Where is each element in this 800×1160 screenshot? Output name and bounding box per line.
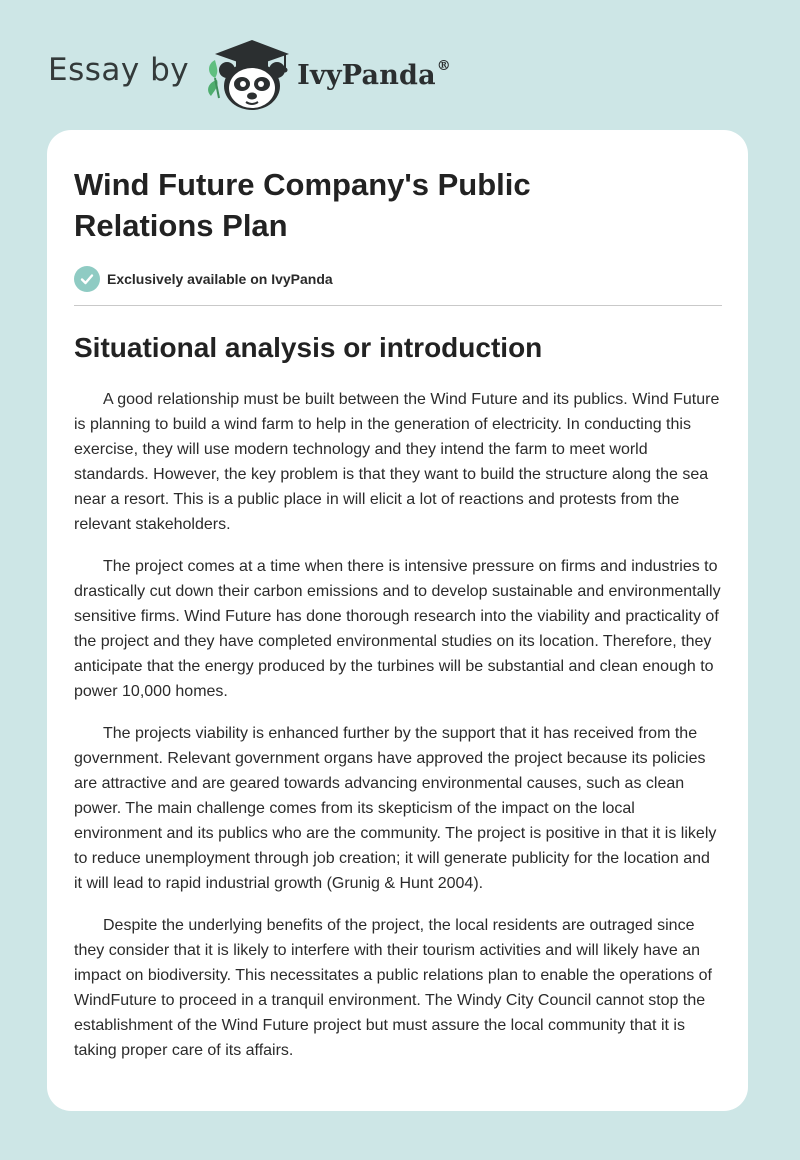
panda-graduation-cap-icon[interactable]: [203, 34, 295, 114]
page-title: Wind Future Company's Public Relations Plan: [74, 167, 531, 243]
paragraph-1: A good relationship must be built between the Wind Future and its publics. Wind Future is planning to build a wind farm to help in the generation of electricity. In conducting this exercise, they will use modern technology and they intend the farm to meet world standards. However, the key problem is that they want to build the structure along the sea near a resort. This is a public place in will elicit a lot of reactions and protests from the relevant stakeholders.: [74, 391, 720, 533]
paragraph-4: Despite the underlying benefits of the project, the local residents are outraged since they consider that it is likely to interfere with their tourism activities and will likely have an impact on biodiversity. This necessitates a public relations plan to enable the operations of WindFuture to proceed in a tranquil environment. The Windy City Council cannot stop the establishment of the Wind Future project but must assure the local community that it is taking proper care of its affairs.: [74, 917, 712, 1059]
registered-mark: ®: [436, 57, 451, 74]
paragraph-3: The projects viability is enhanced further by the support that it has received from the government. Relevant government organs have approved the project because its policies are attractive and are geared towards advancing environmental causes, such as clean power. The main challenge comes from its skepticism of the impact on the local environment and its publics who are the community. The project is positive in that it is likely to reduce unemployment through job creation; it will generate publicity for the location and it will lead to rapid industrial growth (Grunig & Hunt 2004).: [74, 725, 717, 892]
article-card: [47, 130, 748, 1111]
exclusive-badge: [74, 266, 722, 292]
checkmark-icon: [74, 266, 100, 292]
section-heading: Situational analysis or introduction: [74, 332, 543, 363]
essay-by-text: Essay by: [48, 52, 190, 88]
divider: [74, 305, 722, 306]
site-header: [48, 34, 451, 114]
brand-text: IvyPanda: [297, 59, 436, 91]
exclusive-label: Exclusively available on IvyPanda: [107, 271, 333, 287]
paragraph-2: The project comes at a time when there is intensive pressure on firms and industries to drastically cut down their carbon emissions and to develop sustainable and environmentally sensitive firms. Wind Future has done thorough research into the viability and practicality of the project and they have completed environmental studies on its location. Therefore, they anticipate that the energy produced by the turbines will be substantial and clean enough to power 10,000 homes.: [74, 558, 721, 700]
leaf-icon: [208, 60, 219, 98]
brand-name[interactable]: [297, 57, 451, 91]
